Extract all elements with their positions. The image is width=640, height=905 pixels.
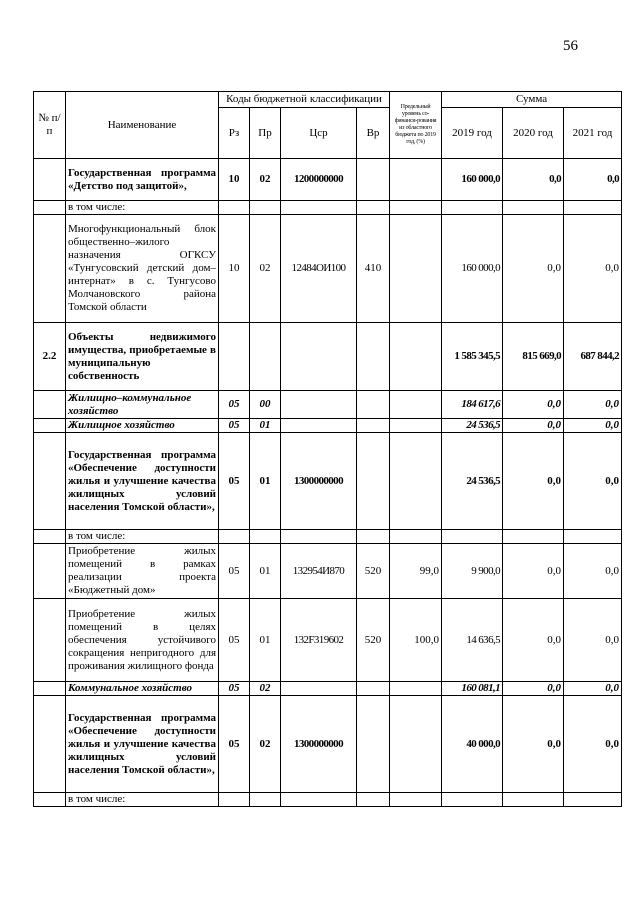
cell-csr bbox=[281, 682, 357, 696]
cell-level bbox=[390, 159, 442, 201]
cell-csr bbox=[281, 793, 357, 807]
cell-vr bbox=[357, 793, 390, 807]
cell-2020: 0,0 bbox=[503, 215, 564, 323]
cell-vr bbox=[357, 682, 390, 696]
cell-num bbox=[34, 530, 66, 544]
table-row bbox=[34, 793, 622, 807]
cell-name: Многофункциональный блок общественно–жилого назначения ОГКСУ «Тунгусовский детский дом–интернат» в с. Тунгусово Молчановского района Томской области bbox=[66, 215, 219, 323]
cell-name: Объекты недвижимого имущества, приобретаемые в муниципальную собственность bbox=[66, 323, 219, 391]
header-vr: Вр bbox=[357, 108, 390, 159]
cell-2021 bbox=[564, 793, 622, 807]
cell-level bbox=[390, 419, 442, 433]
cell-vr bbox=[357, 391, 390, 419]
cell-level bbox=[390, 215, 442, 323]
cell-pr: 01 bbox=[250, 599, 281, 682]
cell-name: Коммунальное хозяйство bbox=[66, 682, 219, 696]
cell-2021: 0,0 bbox=[564, 391, 622, 419]
cell-pr: 02 bbox=[250, 696, 281, 793]
cell-csr bbox=[281, 419, 357, 433]
table-row bbox=[34, 544, 622, 599]
cell-2020: 0,0 bbox=[503, 159, 564, 201]
cell-vr: 520 bbox=[357, 599, 390, 682]
header-row-1 bbox=[34, 92, 622, 108]
table-row bbox=[34, 530, 622, 544]
cell-csr: 1300000000 bbox=[281, 433, 357, 530]
cell-2021: 0,0 bbox=[564, 696, 622, 793]
table-row bbox=[34, 201, 622, 215]
cell-num: 2.2 bbox=[34, 323, 66, 391]
cell-pr bbox=[250, 201, 281, 215]
header-cofinancing-level: Предельный уровень со-финанси-рования из областного бюджета по 2019 год, (%) bbox=[390, 92, 442, 159]
cell-rz: 10 bbox=[219, 215, 250, 323]
cell-vr bbox=[357, 201, 390, 215]
cell-pr: 01 bbox=[250, 419, 281, 433]
cell-2019: 24 536,5 bbox=[442, 433, 503, 530]
cell-csr bbox=[281, 323, 357, 391]
table-row bbox=[34, 323, 622, 391]
cell-vr bbox=[357, 159, 390, 201]
header-name: Наименование bbox=[66, 92, 219, 159]
cell-name: в том числе: bbox=[66, 201, 219, 215]
cell-pr: 01 bbox=[250, 433, 281, 530]
table-row bbox=[34, 159, 622, 201]
header-sum-group: Сумма bbox=[442, 92, 622, 108]
cell-num bbox=[34, 599, 66, 682]
cell-2021: 0,0 bbox=[564, 544, 622, 599]
cell-level bbox=[390, 201, 442, 215]
cell-2020: 0,0 bbox=[503, 419, 564, 433]
cell-name: в том числе: bbox=[66, 793, 219, 807]
cell-2021 bbox=[564, 530, 622, 544]
page-number: 56 bbox=[563, 38, 578, 54]
cell-2020: 815 669,0 bbox=[503, 323, 564, 391]
header-rz: Рз bbox=[219, 108, 250, 159]
cell-num bbox=[34, 215, 66, 323]
cell-level bbox=[390, 391, 442, 419]
header-num: № п/п bbox=[34, 92, 66, 159]
table-row bbox=[34, 599, 622, 682]
cell-2020 bbox=[503, 530, 564, 544]
cell-rz: 10 bbox=[219, 159, 250, 201]
cell-level bbox=[390, 682, 442, 696]
cell-rz: 05 bbox=[219, 696, 250, 793]
cell-level bbox=[390, 696, 442, 793]
cell-2021: 0,0 bbox=[564, 159, 622, 201]
cell-num bbox=[34, 391, 66, 419]
cell-rz: 05 bbox=[219, 391, 250, 419]
cell-csr bbox=[281, 530, 357, 544]
cell-rz bbox=[219, 793, 250, 807]
header-2019: 2019 год bbox=[442, 108, 503, 159]
cell-2019: 24 536,5 bbox=[442, 419, 503, 433]
cell-2020: 0,0 bbox=[503, 599, 564, 682]
header-2021: 2021 год bbox=[564, 108, 622, 159]
cell-pr: 00 bbox=[250, 391, 281, 419]
cell-name: в том числе: bbox=[66, 530, 219, 544]
budget-table bbox=[33, 91, 622, 807]
header-csr: Цср bbox=[281, 108, 357, 159]
cell-vr bbox=[357, 433, 390, 530]
cell-rz bbox=[219, 323, 250, 391]
cell-2019: 184 617,6 bbox=[442, 391, 503, 419]
table-row bbox=[34, 215, 622, 323]
cell-2020: 0,0 bbox=[503, 391, 564, 419]
cell-2021: 0,0 bbox=[564, 433, 622, 530]
cell-name: Жилищно–коммунальное хозяйство bbox=[66, 391, 219, 419]
header-pr: Пр bbox=[250, 108, 281, 159]
cell-vr bbox=[357, 530, 390, 544]
cell-rz: 05 bbox=[219, 544, 250, 599]
header-2020: 2020 год bbox=[503, 108, 564, 159]
cell-2020 bbox=[503, 201, 564, 215]
cell-pr: 02 bbox=[250, 215, 281, 323]
cell-vr bbox=[357, 323, 390, 391]
cell-num bbox=[34, 696, 66, 793]
table-row bbox=[34, 419, 622, 433]
cell-csr: 132954И870 bbox=[281, 544, 357, 599]
cell-rz: 05 bbox=[219, 433, 250, 530]
cell-2019 bbox=[442, 793, 503, 807]
cell-2019 bbox=[442, 530, 503, 544]
cell-rz: 05 bbox=[219, 682, 250, 696]
cell-csr: 132F319602 bbox=[281, 599, 357, 682]
cell-rz: 05 bbox=[219, 419, 250, 433]
cell-2019: 160 000,0 bbox=[442, 215, 503, 323]
cell-vr: 410 bbox=[357, 215, 390, 323]
cell-pr bbox=[250, 323, 281, 391]
cell-num bbox=[34, 419, 66, 433]
table-row bbox=[34, 433, 622, 530]
cell-2021 bbox=[564, 201, 622, 215]
cell-vr bbox=[357, 419, 390, 433]
cell-level bbox=[390, 530, 442, 544]
cell-2019: 9 900,0 bbox=[442, 544, 503, 599]
cell-2021: 687 844,2 bbox=[564, 323, 622, 391]
cell-num bbox=[34, 793, 66, 807]
cell-2021: 0,0 bbox=[564, 419, 622, 433]
cell-name: Приобретение жилых помещений в рамках реализации проекта «Бюджетный дом» bbox=[66, 544, 219, 599]
cell-csr: 1200000000 bbox=[281, 159, 357, 201]
cell-2020: 0,0 bbox=[503, 696, 564, 793]
cell-rz bbox=[219, 201, 250, 215]
cell-rz: 05 bbox=[219, 599, 250, 682]
cell-2021: 0,0 bbox=[564, 682, 622, 696]
cell-num bbox=[34, 433, 66, 530]
header-codes-group: Коды бюджетной классификации bbox=[219, 92, 390, 108]
cell-num bbox=[34, 544, 66, 599]
cell-name: Государственная программа «Обеспечение доступности жилья и улучшение качества жилищных условий населения Томской области», bbox=[66, 696, 219, 793]
cell-pr bbox=[250, 530, 281, 544]
cell-csr: 1300000000 bbox=[281, 696, 357, 793]
table-row bbox=[34, 391, 622, 419]
cell-pr bbox=[250, 793, 281, 807]
cell-pr: 02 bbox=[250, 159, 281, 201]
cell-2019: 1 585 345,5 bbox=[442, 323, 503, 391]
cell-vr bbox=[357, 696, 390, 793]
cell-2019 bbox=[442, 201, 503, 215]
cell-csr bbox=[281, 391, 357, 419]
cell-2020: 0,0 bbox=[503, 433, 564, 530]
cell-name: Жилищное хозяйство bbox=[66, 419, 219, 433]
cell-2020: 0,0 bbox=[503, 682, 564, 696]
table-row bbox=[34, 696, 622, 793]
cell-name: Государственная программа «Обеспечение доступности жилья и улучшение качества жилищных условий населения Томской области», bbox=[66, 433, 219, 530]
cell-num bbox=[34, 682, 66, 696]
cell-pr: 02 bbox=[250, 682, 281, 696]
cell-level: 100,0 bbox=[390, 599, 442, 682]
cell-level bbox=[390, 793, 442, 807]
cell-level bbox=[390, 433, 442, 530]
cell-level: 99,0 bbox=[390, 544, 442, 599]
cell-num bbox=[34, 201, 66, 215]
cell-num bbox=[34, 159, 66, 201]
cell-2019: 40 000,0 bbox=[442, 696, 503, 793]
cell-name: Государственная программа «Детство под защитой», bbox=[66, 159, 219, 201]
cell-pr: 01 bbox=[250, 544, 281, 599]
cell-level bbox=[390, 323, 442, 391]
cell-vr: 520 bbox=[357, 544, 390, 599]
cell-2019: 14 636,5 bbox=[442, 599, 503, 682]
cell-2019: 160 000,0 bbox=[442, 159, 503, 201]
cell-2021: 0,0 bbox=[564, 215, 622, 323]
cell-name: Приобретение жилых помещений в целях обеспечения устойчивого сокращения непригодного для проживания жилищного фонда bbox=[66, 599, 219, 682]
cell-csr: 12484ОИ100 bbox=[281, 215, 357, 323]
cell-rz bbox=[219, 530, 250, 544]
cell-2020 bbox=[503, 793, 564, 807]
cell-2020: 0,0 bbox=[503, 544, 564, 599]
cell-2021: 0,0 bbox=[564, 599, 622, 682]
cell-2019: 160 081,1 bbox=[442, 682, 503, 696]
table-row bbox=[34, 682, 622, 696]
cell-csr bbox=[281, 201, 357, 215]
